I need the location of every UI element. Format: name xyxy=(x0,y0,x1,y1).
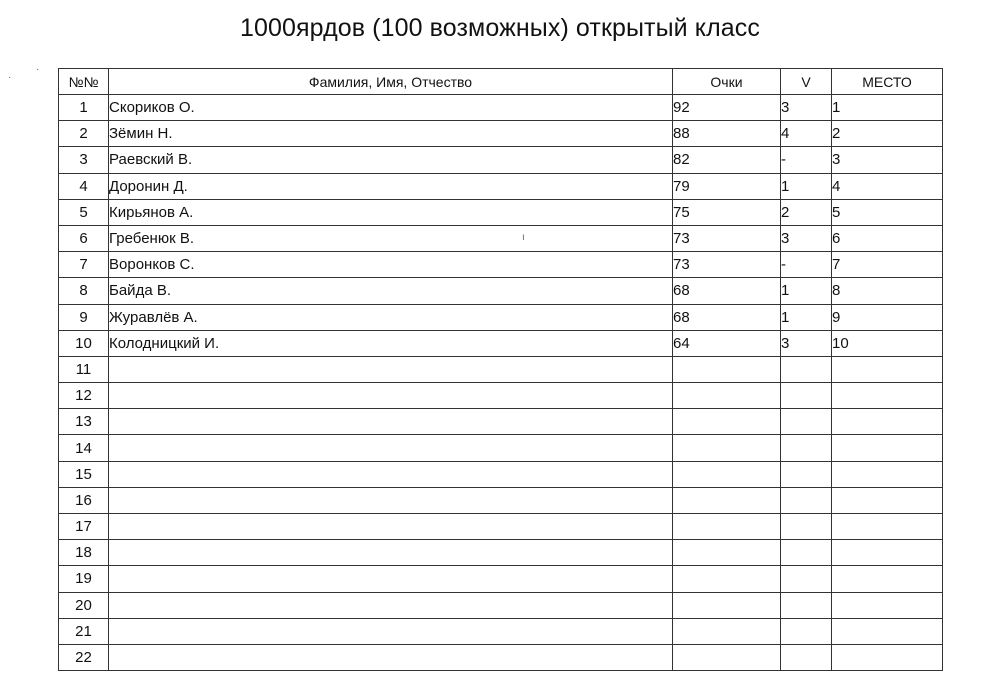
cell-num: 16 xyxy=(59,487,109,513)
cell-score: 73 xyxy=(673,252,781,278)
table-row xyxy=(59,199,943,225)
table-row xyxy=(59,487,943,513)
cell-v xyxy=(781,566,832,592)
table-row xyxy=(59,304,943,330)
cell-v: 3 xyxy=(781,95,832,121)
cell-name xyxy=(109,618,673,644)
cell-place: 5 xyxy=(832,199,943,225)
cell-num: 13 xyxy=(59,409,109,435)
cell-score: 79 xyxy=(673,173,781,199)
cell-num: 10 xyxy=(59,330,109,356)
cell-num: 2 xyxy=(59,121,109,147)
cell-score xyxy=(673,435,781,461)
cell-num: 9 xyxy=(59,304,109,330)
cell-v xyxy=(781,487,832,513)
cell-name xyxy=(109,514,673,540)
table-row xyxy=(59,225,943,251)
table-row xyxy=(59,618,943,644)
cell-score xyxy=(673,618,781,644)
table-row xyxy=(59,173,943,199)
cell-place: 1 xyxy=(832,95,943,121)
cell-num: 15 xyxy=(59,461,109,487)
cell-name: Гребенюк В. xyxy=(109,225,673,251)
cell-num: 7 xyxy=(59,252,109,278)
cell-name: Воронков С. xyxy=(109,252,673,278)
cell-num: 4 xyxy=(59,173,109,199)
cell-v xyxy=(781,356,832,382)
cell-score xyxy=(673,356,781,382)
cell-place xyxy=(832,592,943,618)
cell-place xyxy=(832,461,943,487)
cell-name xyxy=(109,409,673,435)
cell-place: 6 xyxy=(832,225,943,251)
cell-place xyxy=(832,566,943,592)
table-row xyxy=(59,435,943,461)
cell-v: - xyxy=(781,147,832,173)
cell-place xyxy=(832,514,943,540)
cell-v: 3 xyxy=(781,330,832,356)
table-row xyxy=(59,252,943,278)
cell-place: 9 xyxy=(832,304,943,330)
cell-place: 7 xyxy=(832,252,943,278)
table-header-row xyxy=(59,69,943,95)
table-row xyxy=(59,461,943,487)
cell-place: 4 xyxy=(832,173,943,199)
scan-speck: ı xyxy=(522,232,525,243)
scan-speck: · xyxy=(36,64,40,75)
cell-num: 20 xyxy=(59,592,109,618)
cell-v: 1 xyxy=(781,173,832,199)
table-row xyxy=(59,409,943,435)
cell-name: Скориков О. xyxy=(109,95,673,121)
cell-name: Доронин Д. xyxy=(109,173,673,199)
cell-name: Байда В. xyxy=(109,278,673,304)
cell-place xyxy=(832,435,943,461)
cell-v xyxy=(781,592,832,618)
cell-name xyxy=(109,592,673,618)
cell-name xyxy=(109,487,673,513)
cell-name xyxy=(109,383,673,409)
table-row xyxy=(59,356,943,382)
cell-name: Колодницкий И. xyxy=(109,330,673,356)
header-score: Очки xyxy=(673,69,781,95)
cell-name xyxy=(109,566,673,592)
cell-v: 4 xyxy=(781,121,832,147)
cell-place xyxy=(832,409,943,435)
cell-name xyxy=(109,644,673,670)
header-name: Фамилия, Имя, Отчество xyxy=(109,69,673,95)
cell-name: Зёмин Н. xyxy=(109,121,673,147)
cell-num: 8 xyxy=(59,278,109,304)
table-row xyxy=(59,121,943,147)
cell-name xyxy=(109,461,673,487)
cell-num: 1 xyxy=(59,95,109,121)
header-place: МЕСТО xyxy=(832,69,943,95)
cell-score: 64 xyxy=(673,330,781,356)
cell-v: 3 xyxy=(781,225,832,251)
cell-place: 8 xyxy=(832,278,943,304)
cell-num: 17 xyxy=(59,514,109,540)
cell-v xyxy=(781,409,832,435)
cell-place xyxy=(832,540,943,566)
cell-name: Раевский В. xyxy=(109,147,673,173)
cell-v xyxy=(781,540,832,566)
cell-score xyxy=(673,644,781,670)
cell-score: 92 xyxy=(673,95,781,121)
table-row xyxy=(59,592,943,618)
cell-score xyxy=(673,592,781,618)
cell-v xyxy=(781,461,832,487)
cell-score xyxy=(673,383,781,409)
cell-num: 11 xyxy=(59,356,109,382)
cell-num: 14 xyxy=(59,435,109,461)
table-row xyxy=(59,95,943,121)
cell-v xyxy=(781,644,832,670)
cell-name xyxy=(109,356,673,382)
table-row xyxy=(59,330,943,356)
cell-score xyxy=(673,566,781,592)
cell-place: 3 xyxy=(832,147,943,173)
cell-score xyxy=(673,461,781,487)
cell-score: 68 xyxy=(673,278,781,304)
cell-num: 19 xyxy=(59,566,109,592)
table-body xyxy=(59,95,943,671)
table-row xyxy=(59,540,943,566)
cell-score: 68 xyxy=(673,304,781,330)
cell-name: Журавлёв А. xyxy=(109,304,673,330)
cell-num: 12 xyxy=(59,383,109,409)
header-v: V xyxy=(781,69,832,95)
cell-name: Кирьянов А. xyxy=(109,199,673,225)
cell-score: 73 xyxy=(673,225,781,251)
table-row xyxy=(59,644,943,670)
cell-score xyxy=(673,409,781,435)
cell-name xyxy=(109,435,673,461)
cell-place xyxy=(832,356,943,382)
cell-num: 5 xyxy=(59,199,109,225)
table-row xyxy=(59,278,943,304)
table-row xyxy=(59,514,943,540)
cell-score: 75 xyxy=(673,199,781,225)
cell-name xyxy=(109,540,673,566)
cell-v xyxy=(781,435,832,461)
cell-score xyxy=(673,487,781,513)
cell-num: 18 xyxy=(59,540,109,566)
cell-v xyxy=(781,514,832,540)
cell-place: 2 xyxy=(832,121,943,147)
cell-v: 1 xyxy=(781,278,832,304)
scan-speck: · xyxy=(8,72,12,83)
table-row xyxy=(59,147,943,173)
header-number: №№ xyxy=(59,69,109,95)
cell-num: 6 xyxy=(59,225,109,251)
cell-v: 2 xyxy=(781,199,832,225)
cell-v: 1 xyxy=(781,304,832,330)
cell-place xyxy=(832,644,943,670)
cell-score: 82 xyxy=(673,147,781,173)
cell-score: 88 xyxy=(673,121,781,147)
cell-v xyxy=(781,383,832,409)
table-row xyxy=(59,383,943,409)
cell-place xyxy=(832,383,943,409)
page-title: 1000ярдов (100 возможных) открытый класс xyxy=(239,14,760,42)
table-row xyxy=(59,566,943,592)
cell-place xyxy=(832,487,943,513)
cell-num: 21 xyxy=(59,618,109,644)
cell-score xyxy=(673,514,781,540)
results-table xyxy=(58,68,943,671)
cell-num: 3 xyxy=(59,147,109,173)
cell-v xyxy=(781,618,832,644)
cell-place xyxy=(832,618,943,644)
cell-place: 10 xyxy=(832,330,943,356)
cell-score xyxy=(673,540,781,566)
cell-v: - xyxy=(781,252,832,278)
cell-num: 22 xyxy=(59,644,109,670)
